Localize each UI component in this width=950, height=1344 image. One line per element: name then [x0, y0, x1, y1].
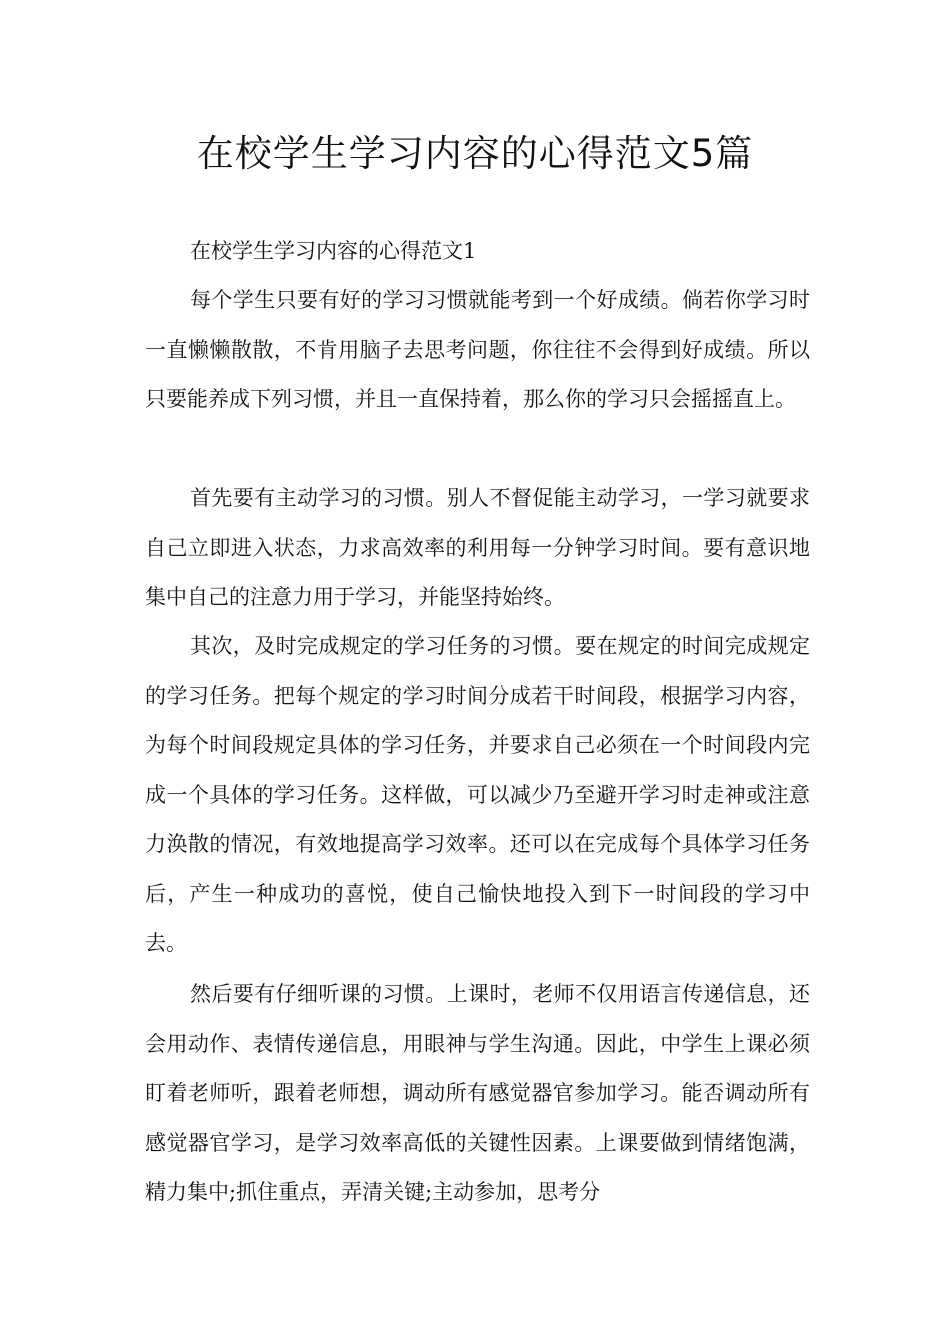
paragraph: 每个学生只要有好的学习习惯就能考到一个好成绩。倘若你学习时一直懒懒散散，不肯用脑子去思考问题，你往往不会得到好成绩。所以只要能养成下列习惯，并且一直保持着，那么你的学习只会摇摇直上。	[145, 288, 810, 411]
page-title: 在校学生学习内容的心得范文5篇	[196, 132, 754, 175]
paragraph: 首先要有主动学习的习惯。别人不督促能主动学习，一学习就要求自己立即进入状态，力求高效率的利用每一分钟学习时间。要有意识地集中自己的注意力用于学习，并能坚持始终。	[145, 486, 810, 609]
paragraph: 然后要有仔细听课的习惯。上课时，老师不仅用语言传递信息，还会用动作、表情传递信息，用眼神与学生沟通。因此，中学生上课必须盯着老师听，跟着老师想，调动所有感觉器官参加学习。能否调动所有感觉器官学习，是学习效率高低的关键性因素。上课要做到情绪饱满，精力集中;抓住重点，弄清关键;主动参加，思考分	[145, 982, 810, 1204]
section-heading: 在校学生学习内容的心得范文1	[190, 239, 477, 263]
paragraph: 其次，及时完成规定的学习任务的习惯。要在规定的时间完成规定的学习任务。把每个规定的学习时间分成若干时间段，根据学习内容，为每个时间段规定具体的学习任务，并要求自己必须在一个时间段内完成一个具体的学习任务。这样做，可以减少乃至避开学习时走神或注意力涣散的情况，有效地提高学习效率。还可以在完成每个具体学习任务后，产生一种成功的喜悦，使自己愉快地投入到下一时间段的学习中去。	[145, 634, 810, 955]
